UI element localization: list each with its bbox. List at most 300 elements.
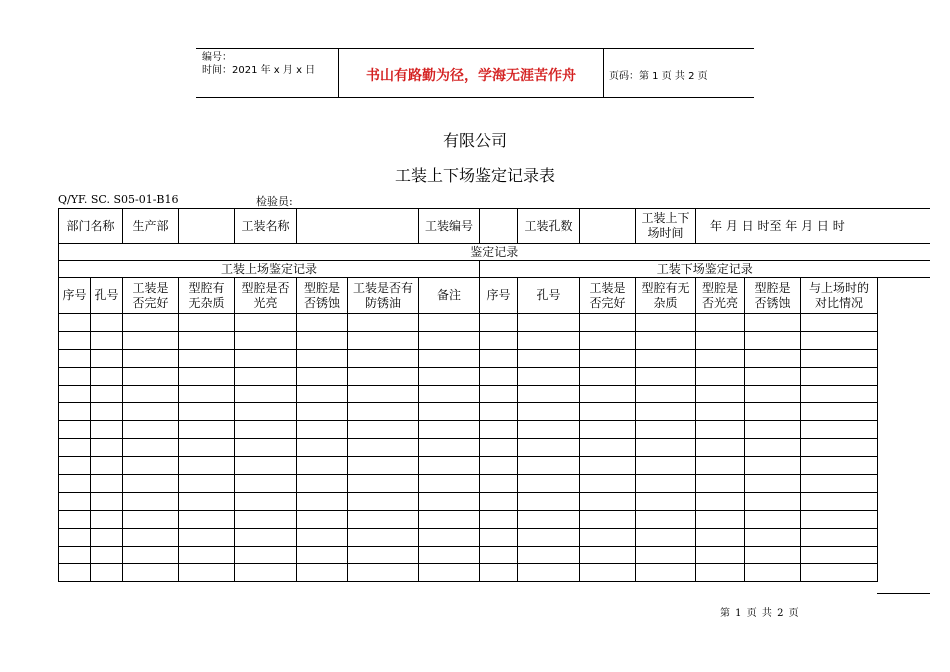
table-cell <box>123 439 179 457</box>
table-cell <box>696 457 745 475</box>
row-spacer <box>878 349 930 367</box>
table-cell <box>179 492 235 510</box>
table-cell <box>580 314 636 332</box>
on-col-header-line1: 孔号 <box>94 288 119 302</box>
table-cell <box>59 564 91 582</box>
table-row <box>59 331 930 349</box>
table-cell <box>123 492 179 510</box>
on-col-header-line2: 否完好 <box>132 295 169 310</box>
table-cell <box>179 331 235 349</box>
table-cell <box>636 510 696 528</box>
on-col-header-line2: 无杂质 <box>188 295 225 310</box>
table-cell <box>123 564 179 582</box>
table-cell <box>480 439 518 457</box>
table-cell <box>179 385 235 403</box>
table-cell <box>348 492 419 510</box>
table-cell <box>123 403 179 421</box>
table-cell <box>348 331 419 349</box>
table-cell <box>580 331 636 349</box>
table-cell <box>696 367 745 385</box>
table-cell <box>348 385 419 403</box>
table-row <box>59 528 930 546</box>
table-cell <box>123 421 179 439</box>
table-cell <box>580 510 636 528</box>
table-cell <box>518 564 580 582</box>
table-cell <box>745 385 801 403</box>
table-cell <box>297 331 348 349</box>
on-col-header <box>348 278 419 314</box>
table-cell <box>235 492 297 510</box>
row-spacer <box>878 385 930 403</box>
table-cell <box>419 564 480 582</box>
table-cell <box>801 367 878 385</box>
table-cell <box>580 528 636 546</box>
table-cell <box>419 349 480 367</box>
table-cell <box>745 314 801 332</box>
table-cell <box>59 331 91 349</box>
table-cell <box>59 314 91 332</box>
table-cell <box>235 349 297 367</box>
table-cell <box>636 331 696 349</box>
table-row <box>59 439 930 457</box>
table-cell <box>801 385 878 403</box>
on-col-header <box>91 278 123 314</box>
table-cell <box>580 492 636 510</box>
table-cell <box>419 385 480 403</box>
row-spacer <box>878 492 930 510</box>
table-cell <box>419 492 480 510</box>
table-cell <box>696 492 745 510</box>
table-cell <box>91 349 123 367</box>
table-cell <box>297 367 348 385</box>
table-cell <box>480 510 518 528</box>
table-cell <box>419 510 480 528</box>
document-header <box>196 48 754 98</box>
table-row <box>59 385 930 403</box>
table-cell <box>123 475 179 493</box>
table-cell <box>297 528 348 546</box>
table-cell <box>696 439 745 457</box>
on-col-header <box>419 278 480 314</box>
table-cell <box>518 475 580 493</box>
off-col-header-line1: 型腔是 <box>754 280 791 295</box>
hole-count-value <box>580 209 636 244</box>
table-cell <box>518 421 580 439</box>
column-header-row <box>59 278 930 314</box>
table-cell <box>518 439 580 457</box>
table-cell <box>518 528 580 546</box>
info-row <box>59 209 930 244</box>
table-cell <box>696 314 745 332</box>
table-row <box>59 349 930 367</box>
tool-no-value <box>480 209 518 244</box>
table-row <box>59 546 930 564</box>
table-cell <box>518 385 580 403</box>
table-cell <box>348 546 419 564</box>
table-cell <box>59 349 91 367</box>
table-cell <box>636 564 696 582</box>
row-spacer <box>878 564 930 582</box>
table-cell <box>59 492 91 510</box>
table-cell <box>801 510 878 528</box>
table-cell <box>179 349 235 367</box>
section-row <box>59 244 930 261</box>
table-cell <box>297 475 348 493</box>
table-cell <box>297 564 348 582</box>
table-cell <box>91 439 123 457</box>
on-col-header-line1: 型腔是 <box>303 280 340 295</box>
section-title: 鉴定记录 <box>59 244 930 261</box>
table-cell <box>59 439 91 457</box>
table-cell <box>745 546 801 564</box>
table-cell <box>348 367 419 385</box>
off-col-header-line2: 对比情况 <box>814 295 863 310</box>
table-cell <box>419 314 480 332</box>
table-cell <box>419 475 480 493</box>
table-cell <box>91 421 123 439</box>
form-title: 工装上下场鉴定记录表 <box>394 166 555 185</box>
table-cell <box>745 403 801 421</box>
table-cell <box>636 492 696 510</box>
table-cell <box>636 349 696 367</box>
table-cell <box>636 475 696 493</box>
table-cell <box>801 349 878 367</box>
table-cell <box>235 510 297 528</box>
subsection-row <box>59 261 930 278</box>
table-cell <box>235 314 297 332</box>
off-col-header-line2: 杂质 <box>653 295 678 310</box>
onoff-time-label <box>636 209 696 244</box>
table-row <box>59 475 930 493</box>
table-cell <box>179 439 235 457</box>
table-cell <box>179 564 235 582</box>
table-cell <box>123 457 179 475</box>
table-row <box>59 421 930 439</box>
header-page-cell <box>603 49 754 97</box>
table-cell <box>59 385 91 403</box>
table-cell <box>580 457 636 475</box>
table-cell <box>297 546 348 564</box>
on-col-header-line1: 型腔有 <box>188 280 225 295</box>
table-cell <box>580 403 636 421</box>
table-cell <box>745 331 801 349</box>
table-cell <box>636 421 696 439</box>
table-cell <box>297 349 348 367</box>
table-cell <box>297 510 348 528</box>
table-cell <box>745 439 801 457</box>
table-cell <box>801 457 878 475</box>
table-cell <box>636 546 696 564</box>
table-cell <box>348 457 419 475</box>
inspector-label: 检验员: <box>256 195 293 208</box>
table-cell <box>348 349 419 367</box>
table-cell <box>696 385 745 403</box>
table-cell <box>297 385 348 403</box>
table-cell <box>419 367 480 385</box>
table-cell <box>745 457 801 475</box>
on-col-header-line2: 防锈油 <box>364 295 401 310</box>
motto-text: 书山有路勤为径，学海无涯苦作舟 <box>366 68 576 84</box>
table-cell <box>91 367 123 385</box>
page-footer: 第 1 页 共 2 页 <box>720 608 800 619</box>
table-cell <box>518 367 580 385</box>
table-cell <box>518 349 580 367</box>
table-cell <box>419 528 480 546</box>
table-cell <box>297 421 348 439</box>
page-label: 页码：第 1 页 共 2 页 <box>609 71 708 82</box>
off-col-header <box>480 278 518 314</box>
on-col-header <box>59 278 91 314</box>
table-cell <box>480 546 518 564</box>
table-cell <box>801 475 878 493</box>
table-cell <box>480 475 518 493</box>
tool-name-value <box>297 209 419 244</box>
row-spacer <box>878 510 930 528</box>
table-cell <box>123 314 179 332</box>
header-meta <box>196 49 338 97</box>
on-col-header-line1: 工装是否有 <box>352 280 413 295</box>
table-cell <box>419 457 480 475</box>
table-row <box>59 510 930 528</box>
table-cell <box>123 349 179 367</box>
tool-no-label: 工装编号 <box>419 209 480 244</box>
dept-blank <box>179 209 235 244</box>
table-cell <box>801 314 878 332</box>
table-cell <box>801 546 878 564</box>
table-cell <box>480 457 518 475</box>
table-cell <box>235 439 297 457</box>
off-col-header-line1: 与上场时的 <box>808 280 869 295</box>
document-code: Q/YF. SC. S05-01-B16 <box>58 193 179 206</box>
header-motto-cell <box>338 49 604 97</box>
table-cell <box>745 492 801 510</box>
table-cell <box>235 385 297 403</box>
table-cell <box>580 421 636 439</box>
table-cell <box>91 510 123 528</box>
table-cell <box>91 457 123 475</box>
table-cell <box>480 331 518 349</box>
table-cell <box>696 528 745 546</box>
table-cell <box>480 349 518 367</box>
table-cell <box>580 439 636 457</box>
off-title: 工装下场鉴定记录 <box>480 261 930 278</box>
tool-name-label: 工装名称 <box>235 209 297 244</box>
table-cell <box>123 546 179 564</box>
table-cell <box>480 564 518 582</box>
table-cell <box>348 564 419 582</box>
off-col-header-line2: 否锈蚀 <box>754 295 791 310</box>
table-cell <box>636 528 696 546</box>
table-cell <box>518 331 580 349</box>
row-spacer <box>878 403 930 421</box>
table-cell <box>297 457 348 475</box>
on-title: 工装上场鉴定记录 <box>59 261 480 278</box>
table-cell <box>580 546 636 564</box>
table-cell <box>696 475 745 493</box>
table-cell <box>801 331 878 349</box>
onoff-time-label-line2: 场时间 <box>647 226 684 240</box>
on-col-header <box>179 278 235 314</box>
table-cell <box>235 546 297 564</box>
row-spacer <box>878 475 930 493</box>
table-cell <box>745 349 801 367</box>
off-col-header <box>636 278 696 314</box>
number-label: 编号： <box>202 52 232 63</box>
table-cell <box>348 403 419 421</box>
table-cell <box>480 367 518 385</box>
table-cell <box>348 475 419 493</box>
table-cell <box>91 546 123 564</box>
table-cell <box>297 439 348 457</box>
table-cell <box>801 439 878 457</box>
table-cell <box>636 457 696 475</box>
table-cell <box>123 385 179 403</box>
table-cell <box>348 528 419 546</box>
off-col-header-line2: 否光亮 <box>701 295 738 310</box>
table-cell <box>235 403 297 421</box>
table-cell <box>235 528 297 546</box>
table-cell <box>179 421 235 439</box>
table-cell <box>801 564 878 582</box>
table-cell <box>235 457 297 475</box>
hole-count-label: 工装孔数 <box>518 209 580 244</box>
table-cell <box>235 367 297 385</box>
table-cell <box>580 475 636 493</box>
off-col-header-line1: 型腔是 <box>701 280 738 295</box>
table-cell <box>518 546 580 564</box>
off-col-header <box>801 278 878 314</box>
table-cell <box>518 314 580 332</box>
table-cell <box>91 403 123 421</box>
table-cell <box>745 421 801 439</box>
off-col-header <box>580 278 636 314</box>
table-cell <box>179 528 235 546</box>
table-cell <box>745 528 801 546</box>
table-cell <box>59 457 91 475</box>
table-cell <box>235 475 297 493</box>
table-cell <box>59 421 91 439</box>
table-cell <box>696 421 745 439</box>
on-col-header-line1: 工装是 <box>132 280 169 295</box>
table-cell <box>235 331 297 349</box>
table-cell <box>419 546 480 564</box>
table-cell <box>636 403 696 421</box>
on-col-header-line1: 型腔是否 <box>241 280 290 295</box>
table-cell <box>235 564 297 582</box>
table-cell <box>59 403 91 421</box>
table-cell <box>59 546 91 564</box>
table-cell <box>480 385 518 403</box>
table-cell <box>91 492 123 510</box>
row-spacer <box>878 439 930 457</box>
table-cell <box>179 367 235 385</box>
time-range: 年 月 日 时至 年 月 日 时 <box>696 209 930 244</box>
on-col-header-line1: 序号 <box>62 288 87 302</box>
off-col-header-line2: 否完好 <box>589 295 626 310</box>
table-cell <box>518 510 580 528</box>
table-row <box>59 314 930 332</box>
table-cell <box>696 349 745 367</box>
table-cell <box>91 475 123 493</box>
table-cell <box>696 331 745 349</box>
header-spacer <box>878 278 930 314</box>
table-cell <box>801 528 878 546</box>
table-cell <box>297 314 348 332</box>
off-col-header <box>518 278 580 314</box>
off-col-header <box>696 278 745 314</box>
record-table <box>58 208 930 582</box>
on-col-header-line1: 备注 <box>436 288 461 302</box>
table-cell <box>297 403 348 421</box>
table-cell <box>59 528 91 546</box>
row-spacer <box>878 331 930 349</box>
table-cell <box>348 314 419 332</box>
table-cell <box>580 367 636 385</box>
table-row <box>59 564 930 582</box>
table-cell <box>123 367 179 385</box>
table-cell <box>696 564 745 582</box>
off-col-header-line1: 工装是 <box>589 280 626 295</box>
table-cell <box>348 510 419 528</box>
on-col-header <box>297 278 348 314</box>
table-cell <box>745 475 801 493</box>
table-cell <box>636 367 696 385</box>
table-row <box>59 403 930 421</box>
table-cell <box>696 546 745 564</box>
table-cell <box>123 331 179 349</box>
on-col-header-line2: 否锈蚀 <box>303 295 340 310</box>
dept-label: 部门名称 <box>59 209 123 244</box>
table-cell <box>518 457 580 475</box>
table-cell <box>179 546 235 564</box>
row-spacer <box>878 528 930 546</box>
company-name: 有限公司 <box>442 131 507 150</box>
table-cell <box>235 421 297 439</box>
table-cell <box>745 367 801 385</box>
table-row <box>59 367 930 385</box>
table-cell <box>636 385 696 403</box>
table-cell <box>91 331 123 349</box>
onoff-time-label-line1: 工装上下 <box>641 211 690 225</box>
table-cell <box>179 510 235 528</box>
table-cell <box>179 403 235 421</box>
table-tail-line <box>877 593 930 594</box>
off-col-header-line1: 孔号 <box>536 288 561 302</box>
off-col-header-line1: 序号 <box>486 288 511 302</box>
dept-value: 生产部 <box>123 209 179 244</box>
table-row <box>59 492 930 510</box>
off-col-header-line1: 型腔有无 <box>641 280 690 295</box>
table-cell <box>348 421 419 439</box>
row-spacer <box>878 367 930 385</box>
table-cell <box>59 475 91 493</box>
on-col-header-line2: 光亮 <box>253 295 278 310</box>
table-cell <box>123 528 179 546</box>
table-cell <box>580 385 636 403</box>
table-cell <box>91 564 123 582</box>
table-cell <box>91 314 123 332</box>
table-cell <box>179 314 235 332</box>
table-cell <box>518 403 580 421</box>
table-cell <box>801 492 878 510</box>
table-cell <box>419 403 480 421</box>
table-cell <box>419 331 480 349</box>
table-cell <box>91 385 123 403</box>
on-col-header <box>123 278 179 314</box>
table-cell <box>419 421 480 439</box>
row-spacer <box>878 546 930 564</box>
table-cell <box>91 528 123 546</box>
